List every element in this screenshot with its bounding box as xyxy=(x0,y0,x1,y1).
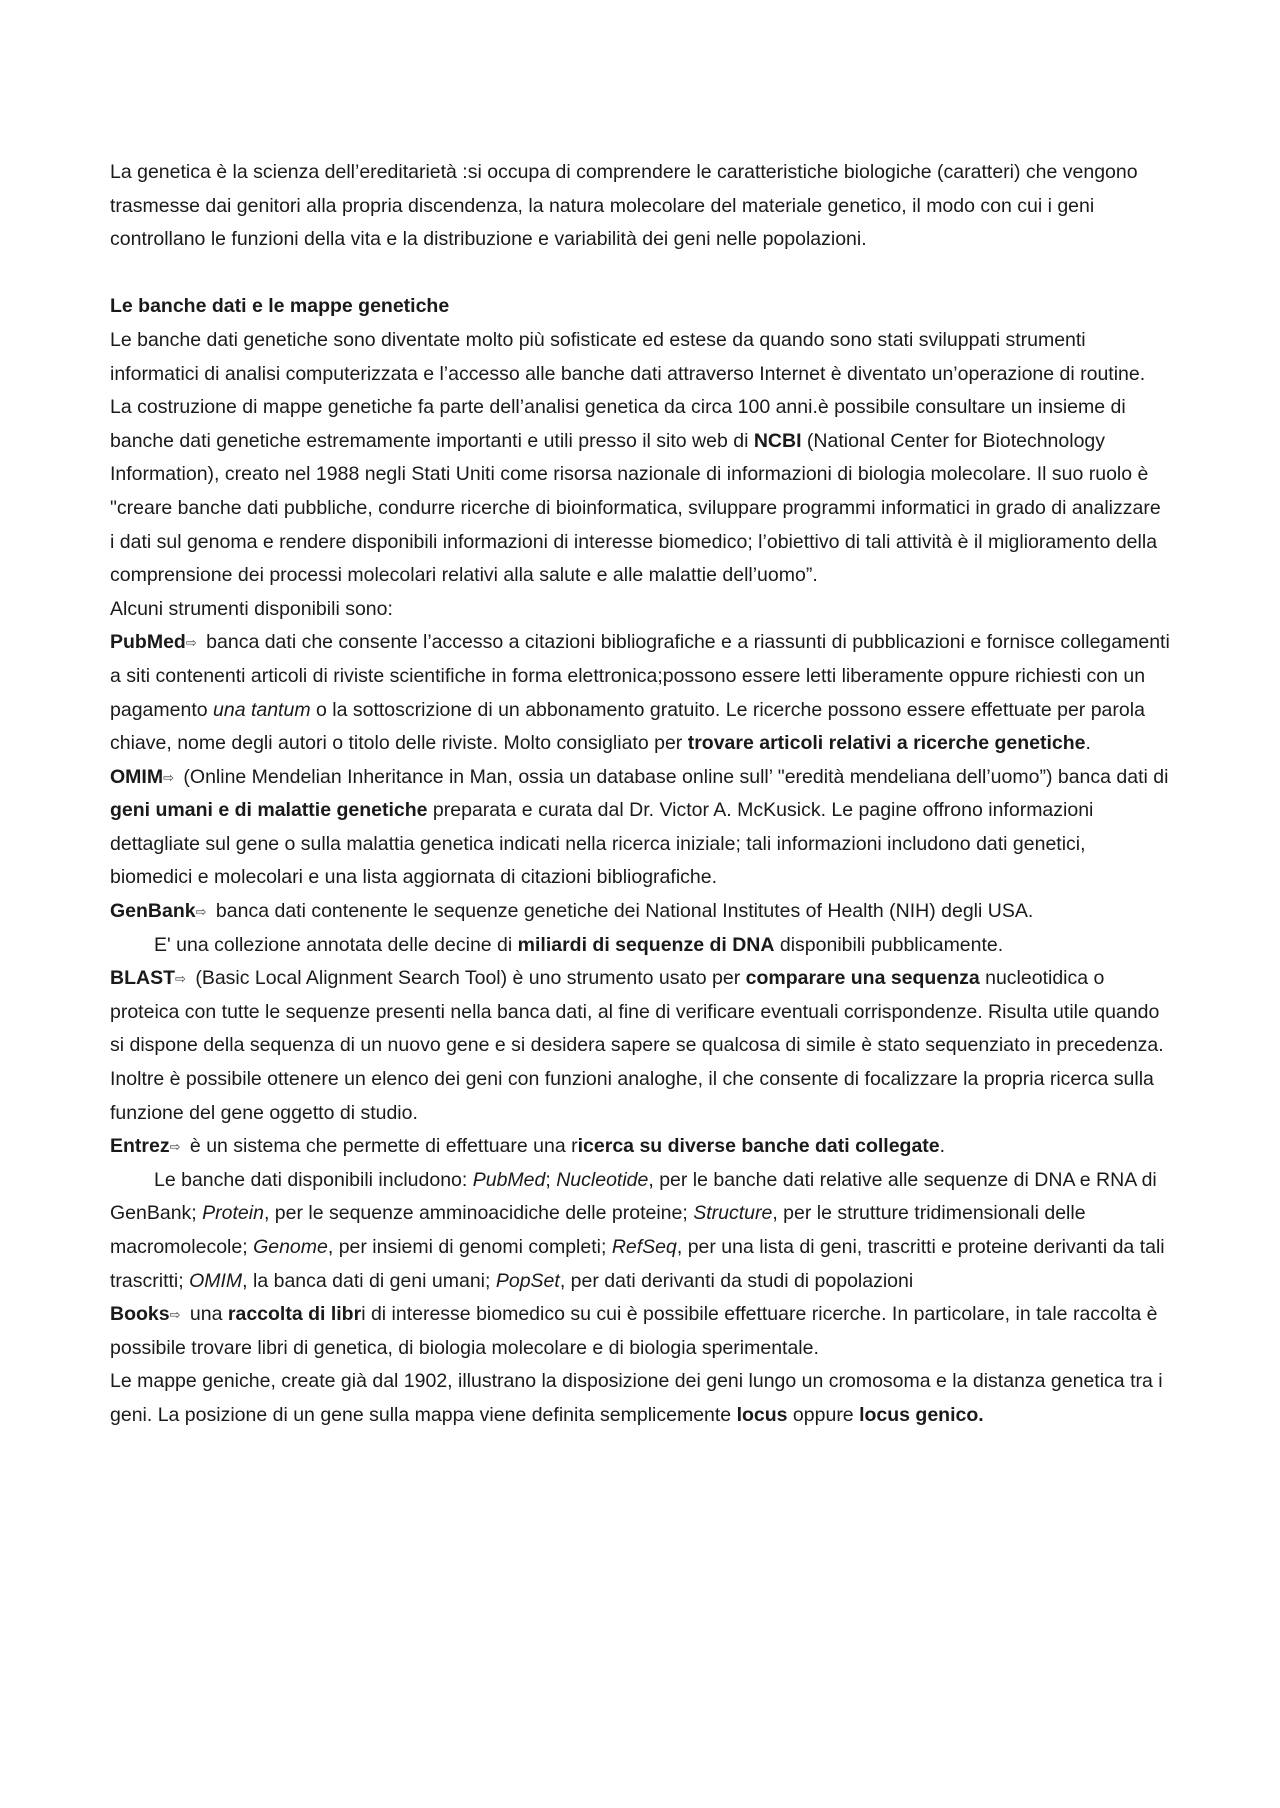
entrez-term: Entrez xyxy=(110,1135,170,1158)
entry-text: banca dati che consente l’accesso a citazioni bibliografiche e a riassunti di pubblicazioni e fornisce collegamenti a siti contenenti articoli di riviste scientifiche in forma elettronica;possono essere letti liberamente oppure richiesti con un pagamento xyxy=(110,631,1170,721)
para-text: Le banche dati genetiche sono diventate molto più sofisticate ed estese da quando sono stati sviluppati strumenti informatici di analisi computerizzata e l’accesso alle banche dati attraverso Internet è diventato un’operazione di routine. La costruzione di mappe genetiche fa parte dell’analisi genetica da circa 100 anni.è possibile consultare un insieme di banche dati genetiche estremamente importanti e utili presso il sito web di xyxy=(110,328,1146,452)
entry-text: nucleotidica o proteica con tutte le sequenze presenti nella banca dati, al fine di verificare eventuali corrispondenze. Risulta utile quando si dispone della sequenza di un nuovo gene e si desidera sapere se qualcosa di simile è stato sequenziato in precedenza. Inoltre è possibile ottenere un elenco dei geni con funzioni analoghe, il che consente di focalizzare la propria ricerca sulla funzione del gene oggetto di studio. xyxy=(110,967,1164,1124)
entry-text: (Basic Local Alignment Search Tool) è uno strumento usato per xyxy=(189,967,746,990)
entry-text: (Online Mendelian Inheritance in Man, ossia un database online sull’ "eredità mendeliana dell’uomo”) banca dati di xyxy=(177,765,1169,788)
omim-term: OMIM xyxy=(110,765,164,788)
entry-text: è un sistema che permette di effettuare una r xyxy=(184,1135,578,1158)
entry-text: . xyxy=(1085,732,1091,755)
italic-term: una tantum xyxy=(213,698,311,721)
maps-paragraph xyxy=(110,1365,1170,1432)
genbank-entry xyxy=(110,895,1170,929)
entry-text: o la sottoscrizione di un abbonamento gratuito. Le ricerche possono essere effettuate per parola chiave, nome degli autori o titolo delle riviste. Molto consigliato per xyxy=(110,698,1145,755)
entry-text: Le banche dati disponibili includono: xyxy=(154,1168,473,1191)
tools-intro: Alcuni strumenti disponibili sono: xyxy=(110,597,393,620)
entry-text: , per le sequenze amminoacidiche delle proteine; xyxy=(263,1202,694,1225)
entry-text: oppure xyxy=(787,1403,860,1426)
bold-phrase: geni umani e di malattie genetiche xyxy=(110,799,428,822)
bold-phrase: comparare una sequenza xyxy=(745,967,980,990)
pubmed-term: PubMed xyxy=(110,631,186,654)
entry-text: Le mappe geniche, create già dal 1902, illustrano la disposizione dei geni lungo un cromosoma e la distanza genetica tra i geni. La posizione di un gene sulla mappa viene definita semplicemente xyxy=(110,1370,1163,1426)
books-term: Books xyxy=(110,1303,170,1326)
entrez-entry xyxy=(110,1130,1170,1164)
italic-term: OMIM xyxy=(189,1269,243,1292)
intro-paragraph: La genetica è la scienza dell’ereditarietà :si occupa di comprendere le caratteristiche biologiche (caratteri) che vengono trasmesse dai genitori alla propria discendenza, la natura molecolare del materiale genetico, il modo con cui i geni controllano le funzioni della vita e la distribuzione e variabilità dei geni nelle popolazioni. xyxy=(110,161,1138,251)
section-heading xyxy=(110,290,1170,324)
bold-phrase: raccolta di libr xyxy=(227,1303,362,1326)
italic-term: Protein xyxy=(202,1202,264,1225)
entry-text: , per le strutture tridimensionali delle macromolecole; xyxy=(110,1202,1086,1258)
bold-phrase: icerca su diverse banche dati collegate xyxy=(577,1135,940,1158)
italic-term: PopSet xyxy=(495,1269,560,1292)
italic-term: PubMed xyxy=(472,1168,546,1191)
bold-phrase: locus xyxy=(736,1403,788,1426)
entry-text: , per le banche dati relative alle sequenze di DNA e RNA di GenBank; xyxy=(110,1168,1157,1225)
entry-text: una xyxy=(184,1303,228,1326)
document-page xyxy=(110,156,1170,1433)
bold-phrase: locus genico. xyxy=(859,1403,984,1426)
arrow-right-icon: ⇨ xyxy=(195,904,207,920)
ncbi-paragraph xyxy=(110,324,1170,593)
omim-entry xyxy=(110,761,1170,895)
italic-term: Nucleotide xyxy=(556,1168,649,1191)
arrow-right-icon: ⇨ xyxy=(175,971,186,987)
blast-entry xyxy=(110,962,1170,1130)
entry-text: , per una lista di geni, trascritti e proteine derivanti da tali trascritti; xyxy=(110,1236,1165,1292)
entry-text: disponibili pubblicamente. xyxy=(774,933,1004,956)
entry-text: ; xyxy=(545,1168,557,1191)
arrow-right-icon: ⇨ xyxy=(169,1307,181,1323)
blast-term: BLAST xyxy=(110,967,175,990)
entry-text: , per dati derivanti da studi di popolazioni xyxy=(559,1269,914,1292)
entrez-databases xyxy=(110,1164,1170,1298)
arrow-right-icon: ⇨ xyxy=(185,635,197,651)
para-text: (National Center for Biotechnology Information), creato nel 1988 negli Stati Uniti come risorsa nazionale di informazioni di biologia molecolare. Il suo ruolo è "creare banche dati pubbliche, condurre ricerche di bioinformatica, sviluppare programmi informatici in grado di analizzare i dati sul genoma e rendere disponibili informazioni di interesse biomedico; l’obiettivo di tali attività è il miglioramento della comprensione dei processi molecolari relativi alla salute e alle malattie dell’uomo”. xyxy=(110,429,1161,587)
arrow-right-icon: ⇨ xyxy=(163,769,174,785)
entry-text: i di interesse biomedico su cui è possibile effettuare ricerche. In particolare, in tale raccolta è possibile trovare libri di genetica, di biologia molecolare e di biologia sperimentale. xyxy=(110,1303,1158,1359)
arrow-right-icon: ⇨ xyxy=(169,1139,181,1155)
genbank-term: GenBank xyxy=(110,900,196,923)
entry-text: , la banca dati di geni umani; xyxy=(242,1269,496,1292)
entry-text: . xyxy=(939,1135,946,1158)
bold-phrase: trovare articoli relativi a ricerche genetiche xyxy=(687,732,1086,755)
bold-phrase: miliardi di sequenze di DNA xyxy=(517,933,775,956)
entry-text: , per insiemi di genomi completi; xyxy=(327,1236,612,1258)
heading-text: Le banche dati e le mappe genetiche xyxy=(110,295,450,318)
spacer xyxy=(110,257,1170,291)
ncbi-term: NCBI xyxy=(753,429,802,452)
italic-term: Structure xyxy=(693,1202,773,1225)
italic-term: Genome xyxy=(253,1236,328,1258)
italic-term: RefSeq xyxy=(611,1236,677,1258)
entry-text: E' una collezione annotata delle decine di xyxy=(154,933,518,956)
books-entry xyxy=(110,1298,1170,1365)
genbank-detail xyxy=(110,929,1170,963)
entry-text: banca dati contenente le sequenze genetiche dei National Institutes of Health (NIH) degli USA. xyxy=(210,900,1034,923)
pubmed-entry xyxy=(110,626,1170,760)
entry-text: preparata e curata dal Dr. Victor A. McKusick. Le pagine offrono informazioni dettagliate sul gene o sulla malattia genetica indicati nella ricerca iniziale; tali informazioni includono dati genetici, biomedici e molecolari e una lista aggiornata di citazioni bibliografiche. xyxy=(110,799,1094,889)
